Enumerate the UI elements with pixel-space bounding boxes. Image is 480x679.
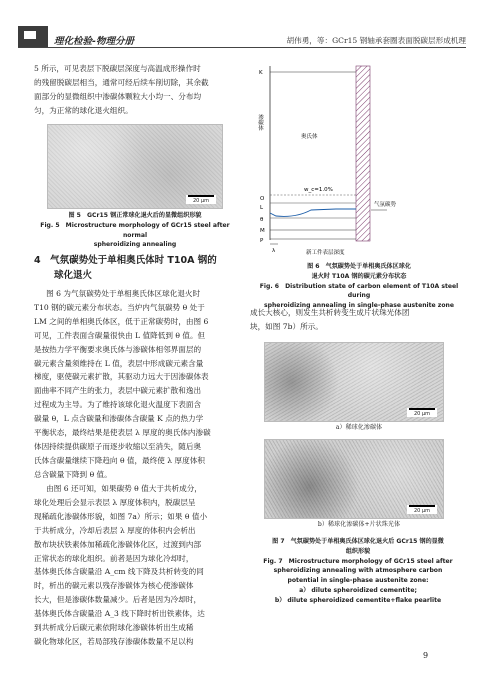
p-label: P bbox=[260, 238, 264, 244]
text-line: 面曲率不同产生的张力，表层中碳元素扩散和逸出 bbox=[34, 386, 202, 396]
figure-7-caption bbox=[246, 537, 470, 606]
text-line: 总含碳量下降到 θ 值。 bbox=[34, 469, 112, 479]
section-heading bbox=[34, 253, 244, 283]
text-line: 块，如图 7b）所示。 bbox=[250, 321, 323, 331]
caption-en-line: a） dilute spheroidized cementite; bbox=[299, 586, 417, 594]
figure-7b-micrograph bbox=[264, 439, 444, 519]
paragraph-1 bbox=[34, 287, 236, 482]
figure-7b-label: b）稀球化渗碳体+片状珠光体 bbox=[317, 521, 401, 528]
page-number: 9 bbox=[423, 651, 429, 660]
cementite-label: 渗碳体 bbox=[257, 114, 263, 131]
text-line: 图 6 为气氛碳势处于单相奥氏体区球化退火时 bbox=[46, 289, 201, 298]
text-line: T10 钢的碳元素分布状态。当炉内气氛碳势 θ 处于 bbox=[34, 302, 205, 312]
running-title: 胡伟勇，等：GCr15 钢轴承套圈表面脱碳层形成机理 bbox=[286, 36, 466, 45]
text-line: 5 所示，可见表层下脱碳层深度与高温成形操作时 bbox=[34, 64, 201, 73]
text-line: 正常状态的球化组织。前者是因为球化冷却时， bbox=[34, 553, 194, 563]
text-line: 球化处理后会显示表层 λ 厚度体积内，脱碳层呈 bbox=[34, 497, 196, 507]
caption-cn-line: 退火时 T10A 钢的碳元素分布状态 bbox=[311, 272, 407, 280]
theta-label: θ bbox=[260, 217, 264, 223]
wc-label: w_c=1.0% bbox=[304, 187, 333, 193]
text-line: 碳元素含量须维持在 L 值，表层中形成碳元素含量 bbox=[34, 358, 204, 368]
l-label: L bbox=[260, 205, 264, 211]
text-line: 平衡状态，最终结果是使表层 λ 厚度的奥氏体内渗碳 bbox=[34, 428, 211, 438]
caption-en-line: b） dilute spheroidized cementite+flake pearlite bbox=[274, 596, 442, 604]
text-line: 长大，但是渗碳体数量减少。后者是因为冷却时， bbox=[34, 595, 202, 605]
k-label: K bbox=[259, 70, 263, 76]
journal-logo bbox=[18, 26, 48, 48]
scale-bar: 20 μm bbox=[407, 408, 437, 417]
journal-name: 理化检验-物理分册 bbox=[54, 36, 134, 47]
text-line: 散布块状铁素体加稀疏化渗碳体化区，过渡到内部 bbox=[34, 539, 202, 549]
text-line: 碳量 θ，L 点含碳量和渗碳体含碳量 K 点的热力学 bbox=[34, 414, 204, 424]
scale-bar: 20 μm bbox=[407, 505, 437, 514]
figure-6-diagram bbox=[256, 58, 464, 258]
carbon-profile-curve bbox=[270, 209, 356, 216]
caption-cn-line: 组织形貌 bbox=[345, 547, 371, 555]
m-label: M bbox=[260, 228, 265, 234]
header-rule bbox=[18, 47, 466, 48]
caption-cn: 图 5 GCr15 钢正常球化退火后的显微组织形貌 bbox=[68, 212, 202, 219]
section-title-line: 球化退火 bbox=[54, 270, 93, 281]
caption-cn-line: 图 7 气氛碳势处于单相奥氏体区球化退火后 GCr15 钢的显微 bbox=[272, 538, 444, 545]
text-line: 面部分的显微组织中渗碳体颗粒大小均一、分布均 bbox=[34, 91, 202, 101]
caption-en-line: Fig. 7 Microstructure morphology of GCr15 steel after bbox=[263, 557, 453, 565]
o-label: O bbox=[260, 196, 265, 202]
text-line: 氏体含碳量继续下降趋向 θ 值，最终使 λ 厚度体积 bbox=[34, 455, 205, 465]
figure-5-micrograph bbox=[47, 124, 223, 209]
figure-7a-label: a）稀球化渗碳体 bbox=[335, 424, 383, 431]
text-line: 梯度，驱使碳元素扩散，其驱动力远大于因渗碳体表 bbox=[34, 372, 209, 382]
text-line: 碳化物球化区，若局部残存渗碳体数量不足以构 bbox=[34, 636, 194, 646]
text-line: 现稀疏化渗碳体形貌，如图 7a）所示；如果 θ 值小 bbox=[34, 511, 208, 521]
caption-en-line: spheroidizing annealing in single-phase austenite zone bbox=[263, 302, 454, 310]
text-line: 基体奥氏体含碳量沿 A_3 线下降时析出铁素体，达 bbox=[34, 609, 205, 619]
caption-en-line: spheroidizing annealing bbox=[93, 241, 177, 249]
paragraph-2 bbox=[34, 482, 236, 649]
caption-en-line: spheroidizing annealing with atmosphere carbon bbox=[273, 567, 443, 575]
text-line: 体因持续提供碳原子而逐步收缩以至消失，随后奥 bbox=[34, 441, 202, 451]
text-line: 由图 6 还可知，如果碳势 θ 值大于共析成分， bbox=[46, 484, 202, 493]
lambda-label: λ bbox=[272, 248, 276, 254]
cementite-region bbox=[356, 66, 370, 241]
figure-7a-micrograph bbox=[264, 342, 444, 422]
text-line: 过程成为主导。为了维持该球化退火温度下表面含 bbox=[34, 400, 202, 410]
paragraph-3 bbox=[250, 306, 462, 334]
atmosphere-label: 气氛碳势 bbox=[374, 202, 397, 208]
text-line: LM 之间的单相奥氏体区，低于正常碳势时，由图 6 bbox=[34, 316, 209, 326]
austenite-label: 奥氏体 bbox=[301, 134, 318, 140]
intro-text bbox=[34, 62, 236, 118]
figure-6-caption bbox=[252, 262, 466, 311]
caption-en-line: Fig. 6 Distribution state of carbon element of T10A steel during bbox=[259, 282, 459, 300]
caption-en-line: Fig. 5 Microstructure morphology of GCr15 steel after normal bbox=[40, 221, 230, 239]
text-line: 时，析出的碳元素以残存渗碳体为核心使渗碳体 bbox=[34, 581, 194, 591]
text-line: 成长大核心，则发生共析转变生成片状珠光体团 bbox=[250, 308, 410, 317]
section-title-line: 4 气氛碳势处于单相奥氏体时 T10A 钢的 bbox=[34, 255, 217, 266]
text-line: 的残留脱碳层相当，通常可经后续车削切除，其余截 bbox=[34, 77, 209, 87]
caption-en-line: potential in single-phase austenite zone: bbox=[287, 577, 429, 585]
figure-5-caption bbox=[34, 211, 236, 250]
text-line: 到共析成分后碳元素依附球化渗碳体析出生成稀 bbox=[34, 623, 194, 633]
scale-bar: 20 μm bbox=[186, 195, 216, 204]
text-line: 于共析成分，冷却后表层 λ 厚度的体积内会析出 bbox=[34, 525, 196, 535]
text-line: 可见，工件表面含碳量很快由 L 值降低到 θ 值。但 bbox=[34, 330, 206, 340]
caption-cn-line: 图 6 气氛碳势处于单相奥氏体区球化 bbox=[307, 263, 411, 270]
text-line: 匀，为正常的球化退火组织。 bbox=[34, 105, 133, 115]
depth-label: 新工件表层深度 bbox=[306, 250, 345, 256]
text-line: 基体奥氏体含碳量沿 A_cm 线下降及共析转变的同 bbox=[34, 567, 204, 577]
text-line: 是按热力学平衡要求奥氏体与渗碳体相邻界面层的 bbox=[34, 344, 202, 354]
